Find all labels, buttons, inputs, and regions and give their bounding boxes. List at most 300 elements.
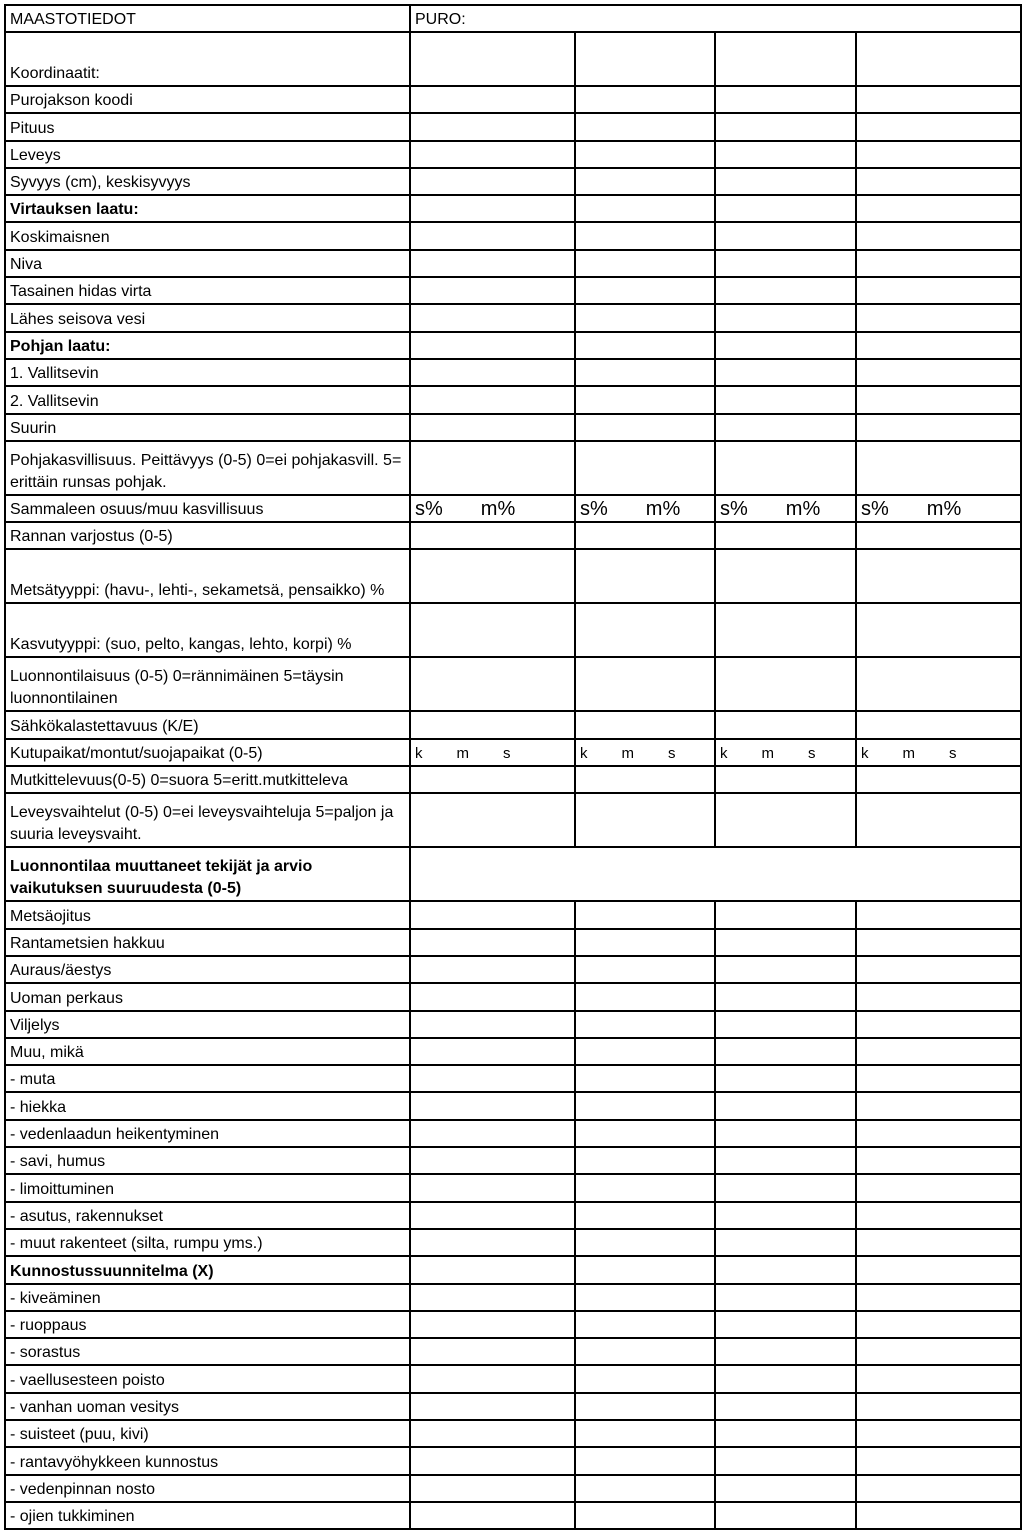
row-label: - vanhan uoman vesitys [5, 1393, 410, 1420]
input-cell[interactable] [410, 983, 575, 1010]
input-cell[interactable] [410, 766, 575, 793]
input-cell[interactable] [410, 195, 575, 222]
input-cell[interactable] [856, 1120, 1021, 1147]
input-cell[interactable] [856, 739, 1021, 766]
input-cell[interactable] [856, 1011, 1021, 1038]
section-title: MAASTOTIEDOT [5, 5, 410, 32]
moss-share-fields [716, 497, 855, 521]
input-cell[interactable] [410, 1475, 575, 1502]
row-label: Kutupaikat/montut/suojapaikat (0-5) [5, 739, 410, 766]
input-cell[interactable] [410, 1147, 575, 1174]
input-cell[interactable] [856, 32, 1021, 86]
row-label: - ojien tukkiminen [5, 1502, 410, 1529]
form-row [5, 766, 1021, 793]
row-label: Sähkökalastettavuus (K/E) [5, 711, 410, 738]
input-cell[interactable] [410, 1502, 575, 1529]
form-row [5, 901, 1021, 928]
moss-percent-label: s% [580, 498, 608, 521]
input-cell[interactable] [856, 359, 1021, 386]
input-cell[interactable] [715, 901, 856, 928]
other-veg-percent-label: m% [645, 498, 681, 521]
input-cell[interactable] [715, 1147, 856, 1174]
input-cell[interactable] [575, 901, 715, 928]
input-cell[interactable] [575, 766, 715, 793]
input-cell[interactable] [410, 1256, 575, 1283]
row-label: - vedenlaadun heikentyminen [5, 1120, 410, 1147]
spawning-s-label: s [949, 745, 957, 763]
input-cell[interactable] [410, 522, 575, 549]
row-label: Suurin [5, 414, 410, 441]
input-cell[interactable] [715, 195, 856, 222]
input-cell[interactable] [856, 549, 1021, 603]
input-cell[interactable] [410, 1174, 575, 1201]
moss-share-fields [411, 497, 574, 521]
input-cell[interactable] [856, 250, 1021, 277]
row-label: - savi, humus [5, 1147, 410, 1174]
spawning-k-label: k [415, 745, 423, 763]
input-cell[interactable] [856, 1393, 1021, 1420]
input-cell[interactable] [575, 1256, 715, 1283]
form-row [5, 1311, 1021, 1338]
form-row [5, 1065, 1021, 1092]
input-cell[interactable] [575, 1393, 715, 1420]
input-cell[interactable] [856, 1338, 1021, 1365]
form-row [5, 1120, 1021, 1147]
input-cell[interactable] [575, 1229, 715, 1256]
input-cell[interactable] [715, 359, 856, 386]
input-cell[interactable] [856, 929, 1021, 956]
row-label: Pituus [5, 113, 410, 140]
input-cell[interactable] [410, 113, 575, 140]
form-row [5, 1420, 1021, 1447]
input-cell[interactable] [856, 414, 1021, 441]
input-cell[interactable] [410, 1393, 575, 1420]
input-cell[interactable] [575, 793, 715, 847]
stream-name-field[interactable]: PURO: [410, 5, 1021, 32]
spawning-fields [857, 743, 1020, 765]
row-label: Muu, mikä [5, 1038, 410, 1065]
input-cell[interactable] [410, 222, 575, 249]
input-cell[interactable] [856, 1311, 1021, 1338]
input-cell[interactable] [715, 1120, 856, 1147]
input-cell[interactable] [856, 1365, 1021, 1392]
input-cell[interactable] [856, 1065, 1021, 1092]
form-row [5, 277, 1021, 304]
input-cell[interactable] [410, 1011, 575, 1038]
spawning-k-label: k [580, 745, 588, 763]
form-row [5, 1256, 1021, 1283]
input-cell[interactable] [575, 32, 715, 86]
merged-input-cell[interactable] [410, 847, 1021, 901]
input-cell[interactable] [410, 1338, 575, 1365]
other-veg-percent-label: m% [926, 498, 962, 521]
input-cell[interactable] [575, 195, 715, 222]
row-label: Rannan varjostus (0-5) [5, 522, 410, 549]
input-cell[interactable] [575, 141, 715, 168]
input-cell[interactable] [715, 1420, 856, 1447]
input-cell[interactable] [575, 1120, 715, 1147]
input-cell[interactable] [575, 956, 715, 983]
input-cell[interactable] [410, 1065, 575, 1092]
input-cell[interactable] [856, 522, 1021, 549]
input-cell[interactable] [575, 414, 715, 441]
input-cell[interactable] [575, 332, 715, 359]
form-row [5, 739, 1021, 766]
input-cell[interactable] [715, 414, 856, 441]
input-cell[interactable] [715, 1065, 856, 1092]
row-label: Mutkittelevuus(0-5) 0=suora 5=eritt.mutkitteleva [5, 766, 410, 793]
row-label: - vedenpinnan nosto [5, 1475, 410, 1502]
input-cell[interactable] [410, 901, 575, 928]
input-cell[interactable] [715, 1365, 856, 1392]
input-cell[interactable] [575, 739, 715, 766]
input-cell[interactable] [410, 250, 575, 277]
input-cell[interactable] [856, 1229, 1021, 1256]
header-row [5, 5, 1021, 32]
form-row [5, 495, 1021, 522]
input-cell[interactable] [856, 983, 1021, 1010]
input-cell[interactable] [575, 359, 715, 386]
input-cell[interactable] [856, 793, 1021, 847]
input-cell[interactable] [575, 1147, 715, 1174]
input-cell[interactable] [715, 277, 856, 304]
input-cell[interactable] [856, 1502, 1021, 1529]
input-cell[interactable] [575, 522, 715, 549]
form-row [5, 32, 1021, 86]
form-row [5, 1174, 1021, 1201]
input-cell[interactable] [715, 1447, 856, 1474]
input-cell[interactable] [715, 332, 856, 359]
form-row [5, 1447, 1021, 1474]
form-row [5, 359, 1021, 386]
row-label: 1. Vallitsevin [5, 359, 410, 386]
form-row [5, 1092, 1021, 1119]
input-cell[interactable] [410, 414, 575, 441]
other-veg-percent-label: m% [480, 498, 516, 521]
input-cell[interactable] [856, 901, 1021, 928]
input-cell[interactable] [575, 86, 715, 113]
form-row [5, 1284, 1021, 1311]
input-cell[interactable] [715, 766, 856, 793]
row-label: - muta [5, 1065, 410, 1092]
row-label: Syvyys (cm), keskisyvyys [5, 168, 410, 195]
input-cell[interactable] [715, 1338, 856, 1365]
spawning-fields [716, 743, 855, 765]
row-label: - suisteet (puu, kivi) [5, 1420, 410, 1447]
row-label: - asutus, rakennukset [5, 1202, 410, 1229]
input-cell[interactable] [575, 1338, 715, 1365]
input-cell[interactable] [575, 1447, 715, 1474]
form-row [5, 956, 1021, 983]
input-cell[interactable] [410, 1365, 575, 1392]
form-row [5, 847, 1021, 901]
input-cell[interactable] [856, 168, 1021, 195]
input-cell[interactable] [575, 495, 715, 522]
input-cell[interactable] [715, 1475, 856, 1502]
input-cell[interactable] [715, 1284, 856, 1311]
row-label: Tasainen hidas virta [5, 277, 410, 304]
input-cell[interactable] [715, 250, 856, 277]
input-cell[interactable] [410, 32, 575, 86]
input-cell[interactable] [856, 956, 1021, 983]
row-label: - rantavyöhykkeen kunnostus [5, 1447, 410, 1474]
input-cell[interactable] [410, 141, 575, 168]
input-cell[interactable] [410, 956, 575, 983]
input-cell[interactable] [410, 277, 575, 304]
input-cell[interactable] [856, 766, 1021, 793]
input-cell[interactable] [575, 1065, 715, 1092]
row-label: Luonnontilaisuus (0-5) 0=rännimäinen 5=täysin luonnontilainen [5, 657, 410, 711]
input-cell[interactable] [856, 222, 1021, 249]
form-row [5, 222, 1021, 249]
input-cell[interactable] [856, 332, 1021, 359]
row-label: Koskimaisnen [5, 222, 410, 249]
input-cell[interactable] [575, 1475, 715, 1502]
input-cell[interactable] [575, 222, 715, 249]
input-cell[interactable] [715, 32, 856, 86]
input-cell[interactable] [410, 549, 575, 603]
field-data-form [4, 4, 1022, 1530]
input-cell[interactable] [856, 1092, 1021, 1119]
form-row [5, 86, 1021, 113]
input-cell[interactable] [715, 1256, 856, 1283]
input-cell[interactable] [575, 250, 715, 277]
input-cell[interactable] [410, 1229, 575, 1256]
input-cell[interactable] [410, 929, 575, 956]
input-cell[interactable] [856, 1147, 1021, 1174]
input-cell[interactable] [410, 793, 575, 847]
input-cell[interactable] [715, 1311, 856, 1338]
input-cell[interactable] [410, 304, 575, 331]
input-cell[interactable] [410, 386, 575, 413]
input-cell[interactable] [575, 386, 715, 413]
input-cell[interactable] [410, 1311, 575, 1338]
input-cell[interactable] [715, 1393, 856, 1420]
input-cell[interactable] [715, 1229, 856, 1256]
row-label: Auraus/äestys [5, 956, 410, 983]
input-cell[interactable] [575, 929, 715, 956]
input-cell[interactable] [575, 1365, 715, 1392]
input-cell[interactable] [410, 739, 575, 766]
form-body [5, 5, 1021, 1529]
input-cell[interactable] [856, 304, 1021, 331]
input-cell[interactable] [856, 1202, 1021, 1229]
row-label: Leveys [5, 141, 410, 168]
input-cell[interactable] [575, 1092, 715, 1119]
input-cell[interactable] [575, 1502, 715, 1529]
input-cell[interactable] [856, 1420, 1021, 1447]
row-label: Rantametsien hakkuu [5, 929, 410, 956]
row-label: Leveysvaihtelut (0-5) 0=ei leveysvaihteluja 5=paljon ja suuria leveysvaiht. [5, 793, 410, 847]
input-cell[interactable] [715, 603, 856, 657]
form-row [5, 113, 1021, 140]
input-cell[interactable] [715, 739, 856, 766]
input-cell[interactable] [410, 1092, 575, 1119]
input-cell[interactable] [575, 1420, 715, 1447]
input-cell[interactable] [715, 168, 856, 195]
spawning-fields [411, 743, 574, 765]
form-row [5, 983, 1021, 1010]
input-cell[interactable] [856, 195, 1021, 222]
input-cell[interactable] [856, 1475, 1021, 1502]
input-cell[interactable] [575, 1284, 715, 1311]
form-row [5, 304, 1021, 331]
form-row [5, 414, 1021, 441]
other-veg-percent-label: m% [785, 498, 821, 521]
spawning-m-label: m [621, 745, 634, 763]
input-cell[interactable] [715, 983, 856, 1010]
input-cell[interactable] [575, 277, 715, 304]
form-row [5, 1475, 1021, 1502]
input-cell[interactable] [575, 1311, 715, 1338]
form-row [5, 441, 1021, 495]
input-cell[interactable] [575, 1202, 715, 1229]
input-cell[interactable] [856, 277, 1021, 304]
spawning-m-label: m [761, 745, 774, 763]
row-label: Metsätyyppi: (havu-, lehti-, sekametsä, pensaikko) % [5, 549, 410, 603]
row-label: Niva [5, 250, 410, 277]
input-cell[interactable] [410, 711, 575, 738]
form-row [5, 195, 1021, 222]
moss-share-fields [857, 497, 1020, 521]
row-label: - ruoppaus [5, 1311, 410, 1338]
spawning-m-label: m [456, 745, 469, 763]
input-cell[interactable] [410, 1120, 575, 1147]
input-cell[interactable] [715, 386, 856, 413]
section-heading: Pohjan laatu: [5, 332, 410, 359]
input-cell[interactable] [575, 657, 715, 711]
input-cell[interactable] [575, 603, 715, 657]
form-row [5, 1011, 1021, 1038]
form-row [5, 711, 1021, 738]
row-label: Lähes seisova vesi [5, 304, 410, 331]
input-cell[interactable] [715, 1038, 856, 1065]
input-cell[interactable] [715, 222, 856, 249]
row-label: - sorastus [5, 1338, 410, 1365]
input-cell[interactable] [856, 495, 1021, 522]
input-cell[interactable] [575, 549, 715, 603]
input-cell[interactable] [856, 603, 1021, 657]
form-row [5, 1202, 1021, 1229]
form-row [5, 793, 1021, 847]
input-cell[interactable] [715, 549, 856, 603]
row-label: - vaellusesteen poisto [5, 1365, 410, 1392]
form-row [5, 168, 1021, 195]
input-cell[interactable] [856, 1174, 1021, 1201]
input-cell[interactable] [715, 86, 856, 113]
input-cell[interactable] [575, 983, 715, 1010]
input-cell[interactable] [715, 141, 856, 168]
input-cell[interactable] [856, 1256, 1021, 1283]
input-cell[interactable] [715, 929, 856, 956]
input-cell[interactable] [410, 1420, 575, 1447]
input-cell[interactable] [575, 1038, 715, 1065]
input-cell[interactable] [410, 1447, 575, 1474]
spawning-s-label: s [503, 745, 511, 763]
row-label: Koordinaatit: [5, 32, 410, 86]
input-cell[interactable] [715, 1011, 856, 1038]
input-cell[interactable] [856, 141, 1021, 168]
form-row [5, 1229, 1021, 1256]
input-cell[interactable] [715, 657, 856, 711]
input-cell[interactable] [575, 168, 715, 195]
input-cell[interactable] [715, 1174, 856, 1201]
input-cell[interactable] [715, 113, 856, 140]
input-cell[interactable] [856, 1038, 1021, 1065]
input-cell[interactable] [410, 657, 575, 711]
form-row [5, 386, 1021, 413]
form-row [5, 603, 1021, 657]
form-row [5, 1147, 1021, 1174]
input-cell[interactable] [856, 657, 1021, 711]
form-row [5, 549, 1021, 603]
row-label: Viljelys [5, 1011, 410, 1038]
form-row [5, 1038, 1021, 1065]
section-heading: Virtauksen laatu: [5, 195, 410, 222]
form-row [5, 1338, 1021, 1365]
row-label: Purojakson koodi [5, 86, 410, 113]
input-cell[interactable] [575, 711, 715, 738]
form-row [5, 1502, 1021, 1529]
input-cell[interactable] [856, 1284, 1021, 1311]
input-cell[interactable] [715, 1502, 856, 1529]
input-cell[interactable] [575, 441, 715, 495]
input-cell[interactable] [856, 113, 1021, 140]
input-cell[interactable] [575, 304, 715, 331]
input-cell[interactable] [410, 1284, 575, 1311]
form-row [5, 332, 1021, 359]
input-cell[interactable] [856, 441, 1021, 495]
input-cell[interactable] [856, 86, 1021, 113]
input-cell[interactable] [715, 441, 856, 495]
input-cell[interactable] [715, 495, 856, 522]
input-cell[interactable] [410, 332, 575, 359]
input-cell[interactable] [575, 113, 715, 140]
input-cell[interactable] [715, 1202, 856, 1229]
input-cell[interactable] [410, 1038, 575, 1065]
input-cell[interactable] [410, 86, 575, 113]
input-cell[interactable] [410, 359, 575, 386]
input-cell[interactable] [410, 495, 575, 522]
input-cell[interactable] [856, 1447, 1021, 1474]
input-cell[interactable] [575, 1011, 715, 1038]
input-cell[interactable] [715, 304, 856, 331]
input-cell[interactable] [856, 386, 1021, 413]
input-cell[interactable] [715, 1092, 856, 1119]
spawning-s-label: s [668, 745, 676, 763]
input-cell[interactable] [715, 522, 856, 549]
input-cell[interactable] [715, 793, 856, 847]
input-cell[interactable] [410, 603, 575, 657]
input-cell[interactable] [410, 1202, 575, 1229]
row-label: - kiveäminen [5, 1284, 410, 1311]
input-cell[interactable] [715, 956, 856, 983]
input-cell[interactable] [856, 711, 1021, 738]
section-heading: Luonnontilaa muuttaneet tekijät ja arvio vaikutuksen suuruudesta (0-5) [5, 847, 410, 901]
moss-percent-label: s% [861, 498, 889, 521]
input-cell[interactable] [715, 711, 856, 738]
input-cell[interactable] [410, 441, 575, 495]
row-label: 2. Vallitsevin [5, 386, 410, 413]
row-label: Uoman perkaus [5, 983, 410, 1010]
form-row [5, 522, 1021, 549]
row-label: Metsäojitus [5, 901, 410, 928]
form-row [5, 657, 1021, 711]
row-label: Sammaleen osuus/muu kasvillisuus [5, 495, 410, 522]
input-cell[interactable] [410, 168, 575, 195]
spawning-k-label: k [720, 745, 728, 763]
input-cell[interactable] [575, 1174, 715, 1201]
